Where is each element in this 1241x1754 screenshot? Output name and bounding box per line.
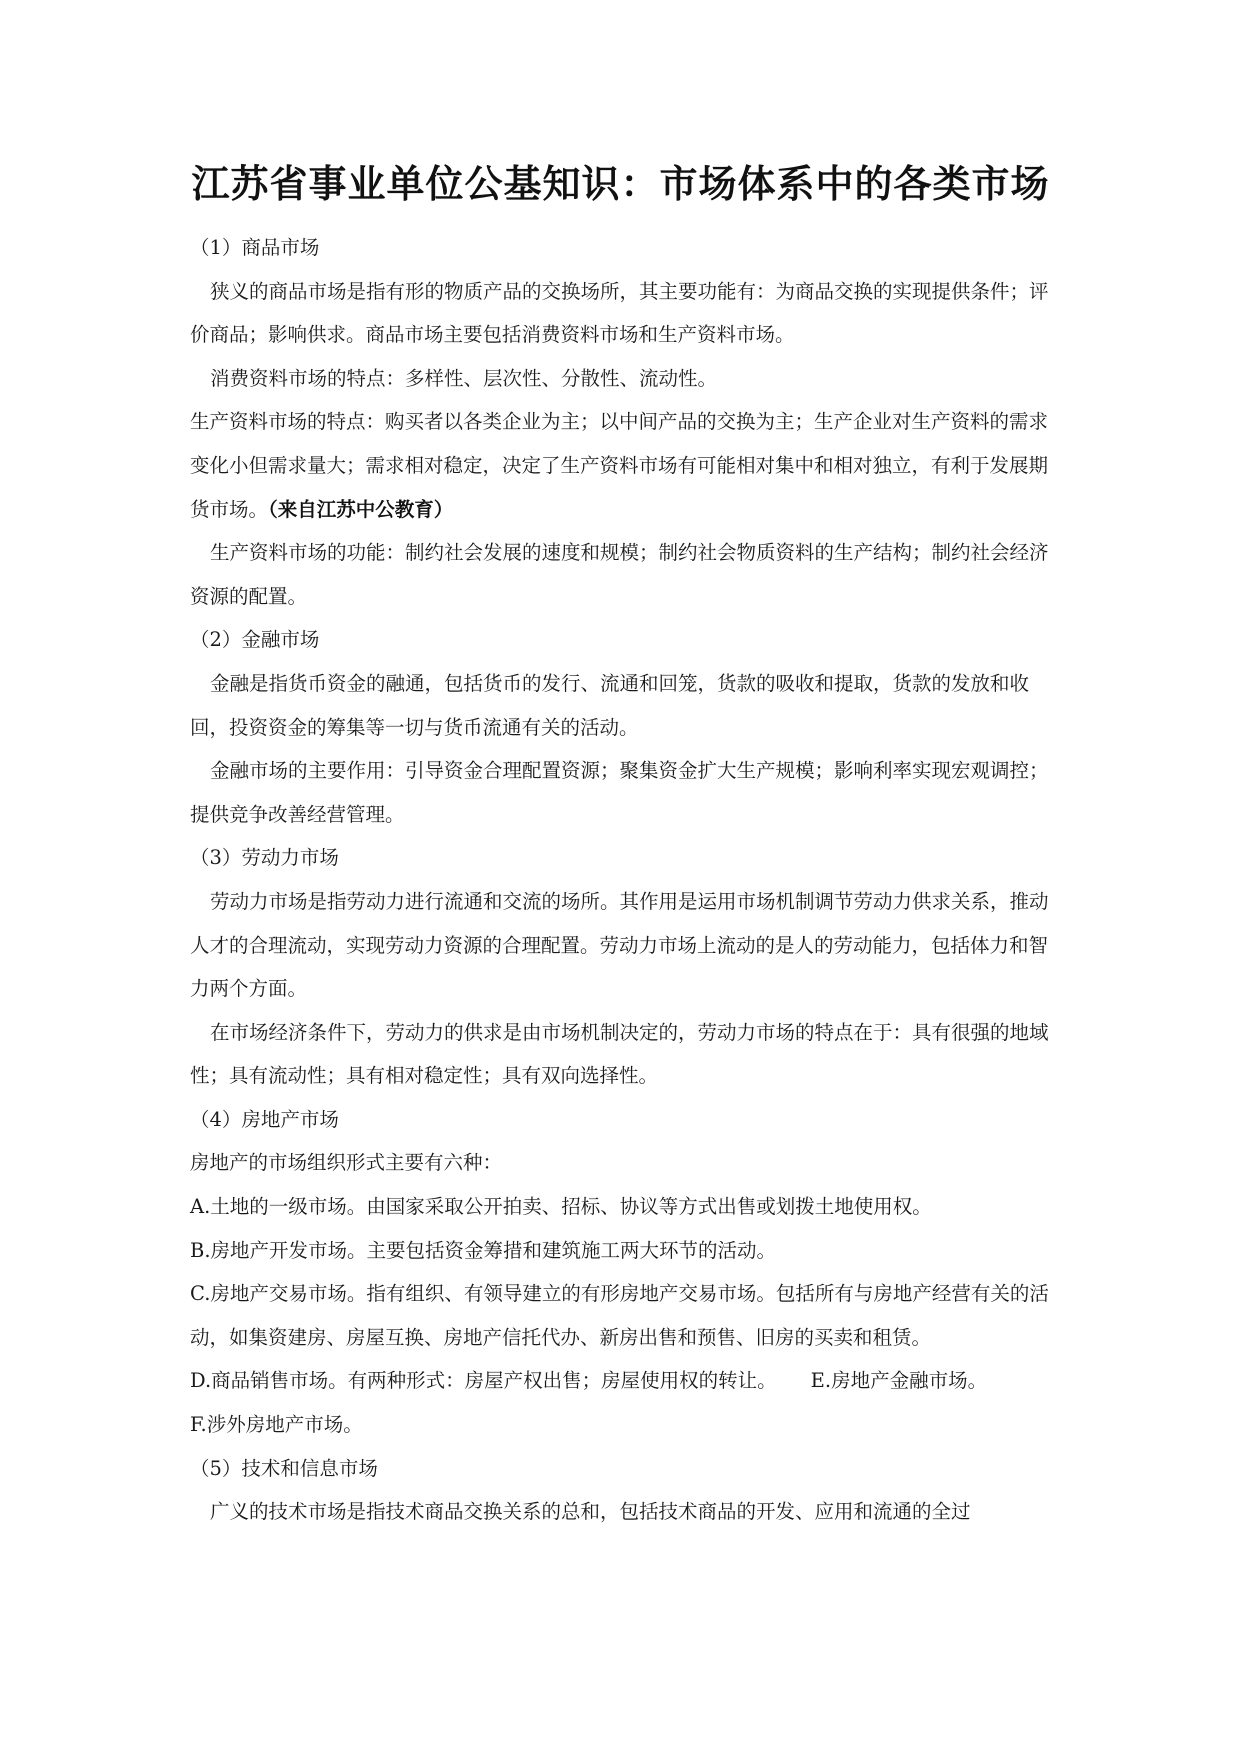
section-heading-labor-market: （3）劳动力市场 xyxy=(190,846,339,870)
paragraph: 房地产的市场组织形式主要有六种： xyxy=(190,1151,503,1175)
document-body xyxy=(190,226,1060,1534)
paragraph xyxy=(190,400,1060,531)
list-item: F.涉外房地产市场。 xyxy=(190,1413,363,1437)
list-item: A.土地的一级市场。由国家采取公开拍卖、招标、协议等方式出售或划拨土地使用权。 xyxy=(190,1195,932,1219)
section-heading-financial-market: （2）金融市场 xyxy=(190,628,320,652)
paragraph: 劳动力市场是指劳动力进行流通和交流的场所。其作用是运用市场机制调节劳动力供求关系，推动人才的合理流动，实现劳动力资源的合理配置。劳动力市场上流动的是人的劳动能力，包括体力和智力两个方面。 xyxy=(190,889,1049,1001)
section-heading-real-estate-market: （4）房地产市场 xyxy=(190,1107,339,1131)
paragraph: 金融是指货币资金的融通，包括货币的发行、流通和回笼，货款的吸收和提取，货款的发放和收回，投资资金的筹集等一切与货币流通有关的活动。 xyxy=(190,671,1030,739)
list-item: C.房地产交易市场。指有组织、有领导建立的有形房地产交易市场。包括所有与房地产经营有关的活动，如集资建房、房屋互换、房地产信托代办、新房出售和预售、旧房的买卖和租赁。 xyxy=(190,1282,1049,1349)
paragraph-text: 生产资料市场的特点：购买者以各类企业为主；以中间产品的交换为主；生产企业对生产资料的需求变化小但需求量大；需求相对稳定，决定了生产资料市场有可能相对集中和相对独立，有利于发展期货市场。 xyxy=(190,410,1049,521)
source-note: （来自江苏中公教育） xyxy=(268,497,454,521)
paragraph: 金融市场的主要作用：引导资金合理配置资源；聚集资金扩大生产规模；影响利率实现宏观调控；提供竞争改善经营管理。 xyxy=(190,759,1049,826)
paragraph: 广义的技术市场是指技术商品交换关系的总和，包括技术商品的开发、应用和流通的全过 xyxy=(210,1500,971,1524)
paragraph: 在市场经济条件下，劳动力的供求是由市场机制决定的，劳动力市场的特点在于：具有很强的地域性；具有流动性；具有相对稳定性；具有双向选择性。 xyxy=(190,1020,1049,1088)
paragraph: 消费资料市场的特点：多样性、层次性、分散性、流动性。 xyxy=(210,366,718,390)
list-item-d: D.商品销售市场。有两种形式：房屋产权出售；房屋使用权的转让。 xyxy=(190,1369,777,1393)
list-item: B.房地产开发市场。主要包括资金筹措和建筑施工两大环节的活动。 xyxy=(190,1238,777,1262)
document-title: 江苏省事业单位公基知识：市场体系中的各类市场 xyxy=(191,162,1050,206)
paragraph: 狭义的商品市场是指有形的物质产品的交换场所，其主要功能有：为商品交换的实现提供条件；评价商品；影响供求。商品市场主要包括消费资料市场和生产资料市场。 xyxy=(190,279,1049,347)
list-item xyxy=(190,1359,1060,1403)
paragraph: 生产资料市场的功能：制约社会发展的速度和规模；制约社会物质资料的生产结构；制约社会经济资源的配置。 xyxy=(190,541,1049,608)
section-heading-technology-information-market: （5）技术和信息市场 xyxy=(190,1456,378,1480)
section-heading-commodity-market: （1）商品市场 xyxy=(190,236,320,259)
list-item-e: E.房地产金融市场。 xyxy=(810,1369,988,1393)
